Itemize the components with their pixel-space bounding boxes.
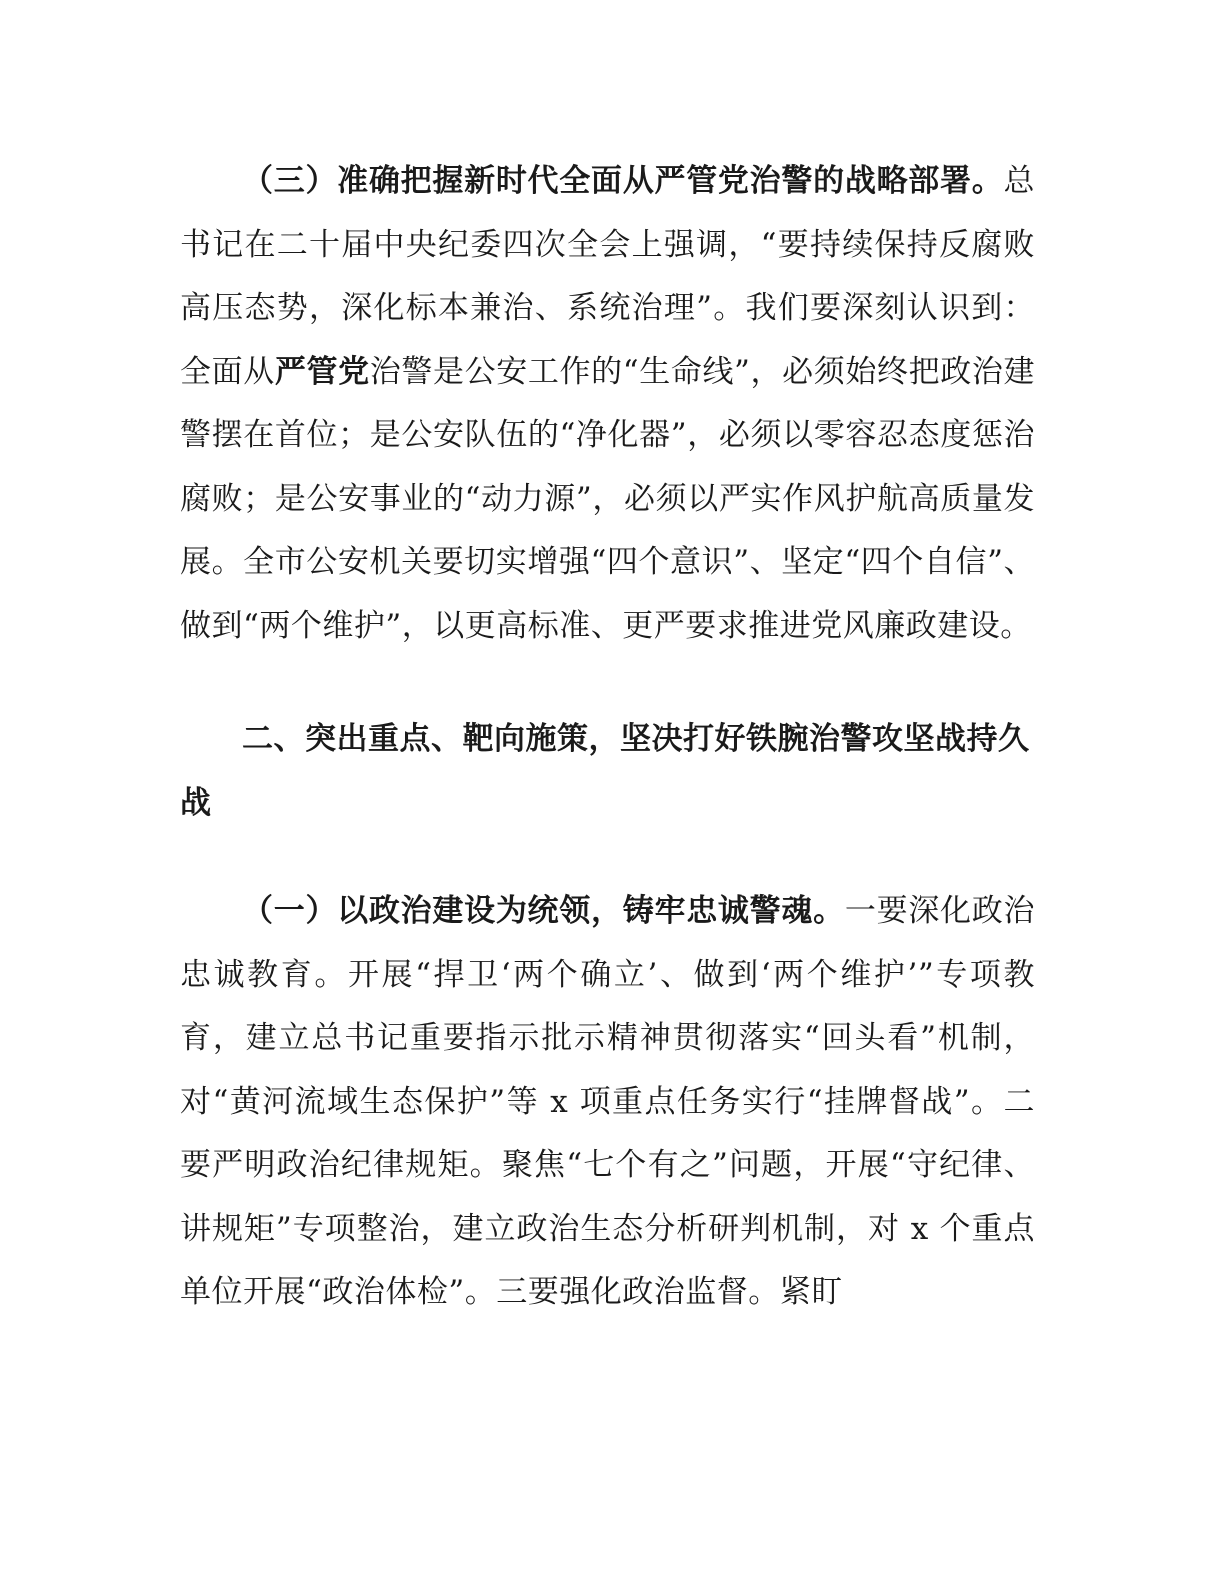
paragraph-text: 总书记在二十届中央纪委四次全会上强调，“要持续保持反腐败高压态势，深化标本兼治、系统治理”。我们要深刻认识到：全面从 <box>180 163 1035 390</box>
emphasis-text: 严管党 <box>274 353 370 390</box>
section-heading: 二、突出重点、靶向施策，坚决打好铁腕治警攻坚战持久战 <box>180 721 1030 821</box>
paragraph-subsection-1 <box>180 880 1035 1325</box>
paragraph-lead-heading: （三）准确把握新时代全面从严管党治警的战略部署。 <box>242 163 1004 199</box>
spacer <box>180 835 1035 880</box>
paragraph-lead-heading: （一）以政治建设为统领，铸牢忠诚警魂。 <box>242 893 845 929</box>
paragraph-text: 治警是公安工作的“生命线”，必须始终把政治建警摆在首位；是公安队伍的“净化器”，必须以零容忍态度惩治腐败；是公安事业的“动力源”，必须以严实作风护航高质量发展。全市公安机关要切实增强“四个意识”、坚定“四个自信”、做到“两个维护”，以更高标准、更严要求推进党风廉政建设。 <box>180 353 1036 644</box>
document-body <box>180 150 1035 1325</box>
paragraph-text: 一要深化政治忠诚教育。开展“捍卫‘两个确立’、做到‘两个维护’”专项教育，建立总书记重要指示批示精神贯彻落实“回头看”机制，对“黄河流域生态保护”等 x 项重点任务实行“挂牌督战”。二要严明政治纪律规矩。聚焦“七个有之”问题，开展“守纪律、讲规矩”专项整治，建立政治生态分析研判机制，对 x 个重点单位开展“政治体检”。三要强化政治监督。紧盯 <box>180 893 1036 1310</box>
spacer <box>180 658 1035 708</box>
paragraph-section-3 <box>180 150 1035 658</box>
